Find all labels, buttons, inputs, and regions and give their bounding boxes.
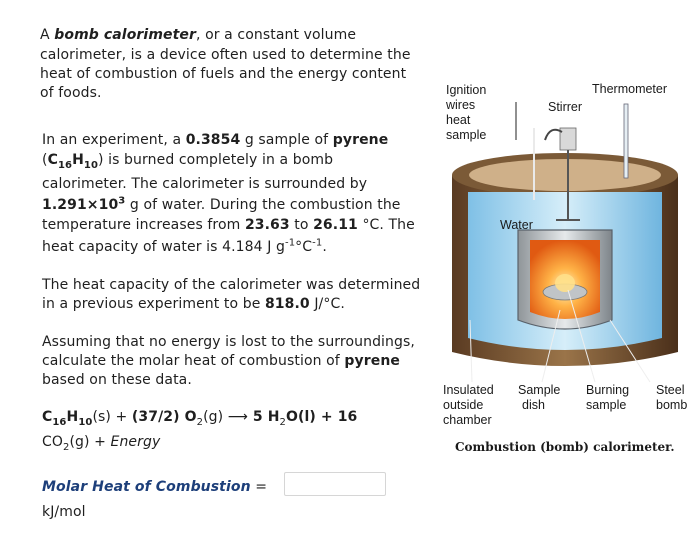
equation-line-2 [42, 433, 160, 451]
eq-co: CO [42, 434, 63, 450]
question-line-1: Assuming that no energy is lost to the surroundings, [42, 334, 415, 350]
intro-line-1 [40, 26, 356, 44]
formula-h: H [72, 152, 84, 168]
exp-text: is burned completely in a bomb [103, 152, 334, 168]
label-burning-2: sample [586, 398, 627, 412]
label-insulated-3: chamber [443, 413, 492, 427]
exp-line-3: calorimeter. The calorimeter is surrounded by [42, 176, 368, 192]
exp-text: g of water. During the combustion the [125, 197, 401, 213]
eq-h-sub: 10 [78, 416, 93, 428]
question-compound: pyrene [344, 353, 400, 369]
eq-h: H [66, 409, 79, 425]
label-ignition-3: heat [446, 113, 471, 127]
answer-label-row [42, 478, 267, 496]
label-sample-dish-2: dish [522, 398, 545, 412]
exp-text: In an experiment, a [42, 132, 186, 148]
exp-text: . [322, 239, 327, 255]
sample-mass: 0.3854 [185, 132, 241, 148]
label-burning-1: Burning [586, 383, 630, 397]
eq-product: 5 H [247, 409, 280, 425]
temp-initial: 23.63 [244, 217, 290, 233]
label-ignition-2: wires [446, 98, 476, 112]
question-line-2 [42, 352, 400, 370]
water-mass: 1.291×10 [42, 197, 119, 213]
eq-text: (s) + [92, 409, 132, 425]
eq-c-sub: 16 [52, 416, 67, 428]
exp-text: to [289, 217, 314, 233]
exp-text: g sample of [240, 132, 333, 148]
cal-line-1: The heat capacity of the calorimeter was determined [42, 277, 421, 293]
cal-heat-capacity: 818.0 [264, 296, 310, 312]
answer-equals: = [250, 479, 268, 495]
intro-a: A [40, 27, 55, 43]
eq-o-sub: 2 [196, 416, 204, 428]
thermometer [624, 104, 628, 178]
exp-sup: -1 [312, 237, 323, 249]
molar-heat-input[interactable] [284, 472, 386, 496]
exp-line-2: $(C_{16}H_{10})$ is burned completely in a bomb [42, 152, 334, 171]
cal-line-2 [42, 295, 345, 313]
bomb-calorimeter-diagram [440, 80, 690, 440]
exp-text: °C [295, 239, 313, 255]
intro-line-2: calorimeter, is a device often used to determine the [40, 47, 411, 63]
label-sample-dish-1: Sample [518, 383, 561, 397]
formula-h-sub: 10 [83, 159, 99, 171]
label-ignition-1: Ignition [446, 83, 487, 97]
answer-label: Molar Heat of Combustion [42, 479, 251, 495]
question-text: calculate the molar heat of combustion of [42, 353, 345, 369]
eq-h2-sub: 2 [279, 416, 287, 428]
eq-coef: (37/2) O [131, 409, 197, 425]
eq-energy: Energy [110, 434, 161, 450]
answer-units: kJ/mol [42, 504, 86, 520]
question-line-3: based on these data. [42, 372, 192, 388]
steel-bomb [518, 230, 612, 329]
formula-c-sub: 16 [57, 159, 73, 171]
label-thermometer: Thermometer [592, 82, 668, 96]
eq-co-sub: 2 [63, 441, 70, 453]
cal-text: in a previous experiment to be [42, 296, 265, 312]
equation-line-1 [42, 408, 357, 426]
eq-c: C [42, 409, 53, 425]
exp-line-4 [42, 196, 401, 214]
term-bomb-calorimeter: bomb calorimeter [54, 27, 196, 43]
label-steel-2: bomb [656, 398, 688, 412]
label-insulated-1: Insulated [443, 383, 494, 397]
label-ignition-4: sample [446, 128, 487, 142]
label-water: Water [500, 218, 533, 232]
reaction-arrow-icon: ⟶ [227, 409, 248, 425]
label-steel-1: Steel [656, 383, 685, 397]
exp-text: °C. The [357, 217, 415, 233]
eq-product: O(l) + 16 [286, 409, 358, 425]
exp-sup: -1 [284, 237, 296, 249]
cal-text: J/°C. [309, 296, 345, 312]
figure-caption: Combustion (bomb) calorimeter. [455, 440, 675, 454]
formula-c: C [47, 152, 58, 168]
intro-line-4: of foods. [40, 85, 102, 101]
temp-final: 26.11 [313, 217, 358, 233]
exp-text: temperature increases from [42, 217, 245, 233]
compound-name: pyrene [332, 132, 389, 148]
exp-line-1 [42, 131, 388, 149]
eq-text: (g) + [69, 434, 111, 450]
intro-rest: , or a constant volume [196, 27, 357, 43]
eq-text: (g) [203, 409, 228, 425]
intro-line-3: heat of combustion of fuels and the energy content [40, 66, 407, 82]
water-mass-exp: 3 [118, 195, 126, 207]
label-insulated-2: outside [443, 398, 484, 412]
exp-line-6 [42, 238, 327, 256]
label-stirrer: Stirrer [548, 100, 583, 114]
exp-text: heat capacity of water is 4.184 J g [42, 239, 285, 255]
exp-line-5 [42, 216, 415, 234]
